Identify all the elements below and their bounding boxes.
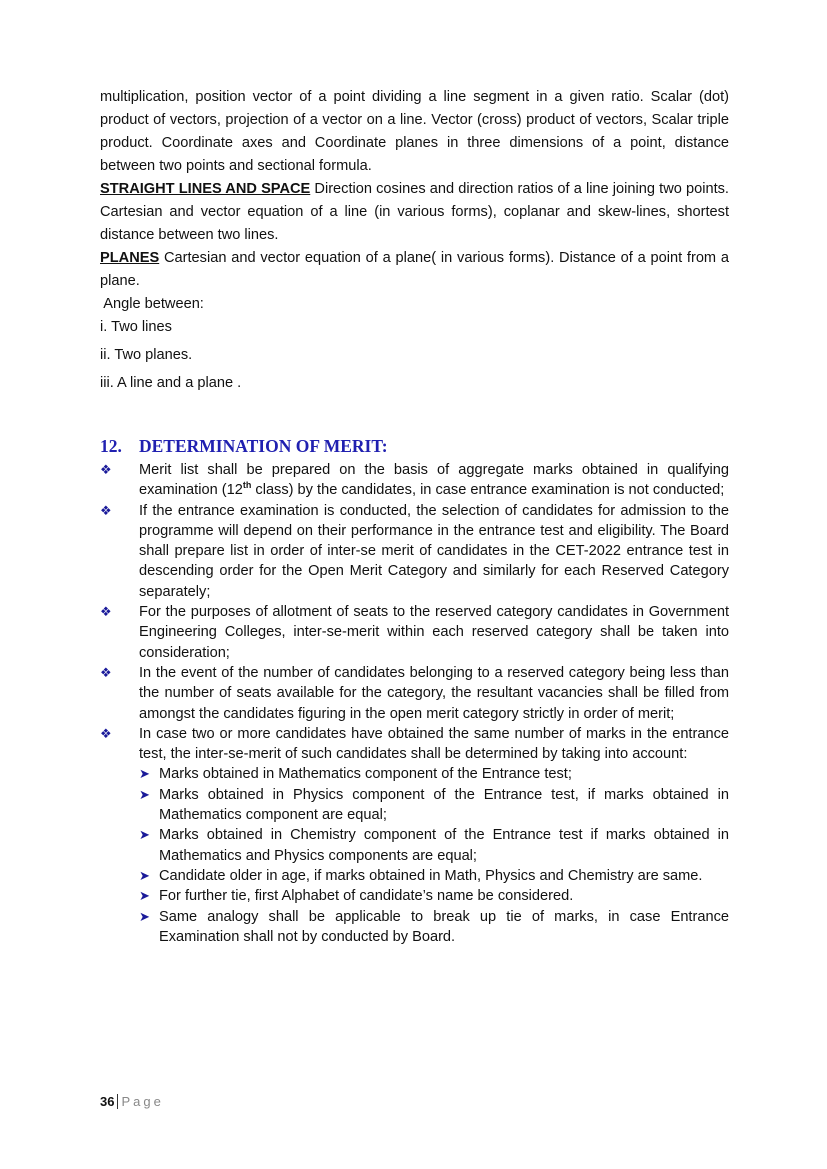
planes-paragraph — [100, 247, 729, 293]
page-footer — [100, 1094, 164, 1109]
planes-text: Cartesian and vector equation of a plane( in various forms). Distance of a point from a plane. — [100, 250, 729, 289]
arrow-bullet-icon: ➤ — [139, 786, 150, 802]
arrow-bullet-icon: ➤ — [139, 827, 150, 843]
bullet-text: For the purposes of allotment of seats to the reserved category candidates in Government Engineering Colleges, inter-se-merit within each reserved category shall be taken into consideration; — [139, 604, 729, 661]
planes-heading: PLANES — [100, 250, 160, 266]
angle-between-label: Angle between: — [100, 296, 204, 312]
list-item — [100, 602, 729, 663]
bullet-text: In the event of the number of candidates belonging to a reserved category being less than the number of seats available for the category, the resultant vacancies shall be filled from amongst the candidates figuring in the open merit category strictly in order of merit; — [139, 664, 729, 722]
arrow-bullet-icon: ➤ — [139, 888, 150, 904]
straight-lines-paragraph — [100, 178, 729, 247]
sub-item-text: Marks obtained in Mathematics component of the Entrance test; — [159, 766, 572, 783]
diamond-bullet-icon: ❖ — [100, 502, 112, 518]
diamond-bullet-icon: ❖ — [100, 462, 112, 477]
sub-item-text: For further tie, first Alphabet of candidate’s name be considered. — [159, 888, 574, 905]
arrow-bullet-icon: ➤ — [139, 867, 150, 883]
list-item — [100, 460, 729, 501]
straight-lines-text: Direction cosines and direction ratios of a line joining two points. Cartesian and vector equation of a line (in various forms), coplanar and skew-lines, shortest distance between two lines. — [100, 181, 729, 243]
sub-item-text: Candidate older in age, if marks obtained in Math, Physics and Chemistry are same. — [159, 867, 703, 884]
merit-bullet-list — [100, 460, 729, 947]
section-title: DETERMINATION OF MERIT: — [139, 436, 388, 456]
sub-item-text: Same analogy shall be applicable to break up tie of marks, in case Entrance Examination shall not by conducted by Board. — [159, 908, 729, 945]
sub-list-item — [139, 764, 729, 784]
page-label: Page — [121, 1094, 164, 1109]
page-number: 36 — [100, 1094, 115, 1109]
footer-divider — [117, 1094, 118, 1109]
sub-list-item — [139, 825, 729, 866]
sub-list-item — [139, 785, 729, 826]
list-item — [100, 724, 729, 947]
diamond-bullet-icon: ❖ — [100, 664, 112, 680]
section-number: 12. — [100, 436, 122, 456]
superscript: th — [242, 480, 252, 491]
bullet-text: class) by the candidates, in case entrance examination is not conducted; — [251, 482, 725, 499]
list-item — [100, 501, 729, 602]
list-item — [100, 663, 729, 724]
angle-item: ii. Two planes. — [100, 347, 193, 363]
bullet-text: Merit list shall be prepared on the basis of aggregate marks obtained in qualifying examination (12 — [139, 462, 729, 499]
angle-item: iii. A line and a plane . — [100, 375, 242, 391]
page-content — [100, 86, 729, 947]
arrow-bullet-icon: ➤ — [139, 766, 150, 782]
sub-item-text: Marks obtained in Chemistry component of the Entrance test if marks obtained in Mathematics and Physics components are equal; — [159, 827, 729, 864]
bullet-text: If the entrance examination is conducted, the selection of candidates for admission to the programme will depend on their performance in the entrance test and eligibility. The Board shall prepare list in order of inter-se merit of candidates in the CET-2022 entrance test in descending order for the Open Merit Category and similarly for each Reserved Category separately; — [139, 502, 729, 600]
diamond-bullet-icon: ❖ — [100, 725, 112, 741]
angle-item: i. Two lines — [100, 319, 172, 335]
sub-item-text: Marks obtained in Physics component of the Entrance test, if marks obtained in Mathematics component are equal; — [159, 786, 729, 824]
sub-list-item — [139, 886, 729, 906]
arrow-bullet-icon: ➤ — [139, 908, 150, 924]
section-heading — [100, 435, 729, 457]
straight-lines-heading: STRAIGHT LINES AND SPACE — [100, 181, 311, 197]
sub-list-item — [139, 866, 729, 886]
bullet-text: In case two or more candidates have obtained the same number of marks in the entrance test, the inter-se-merit of such candidates shall be determined by taking into account: — [139, 725, 729, 763]
vector-paragraph: multiplication, position vector of a point dividing a line segment in a given ratio. Scalar (dot) product of vectors, projection of a vector on a line. Vector (cross) product of vectors, Scalar triple product. Coordinate axes and Coordinate planes in three dimensions of a point, distance between two points and sectional formula. — [100, 89, 729, 174]
diamond-bullet-icon: ❖ — [100, 604, 112, 620]
sub-list-item — [139, 907, 729, 948]
